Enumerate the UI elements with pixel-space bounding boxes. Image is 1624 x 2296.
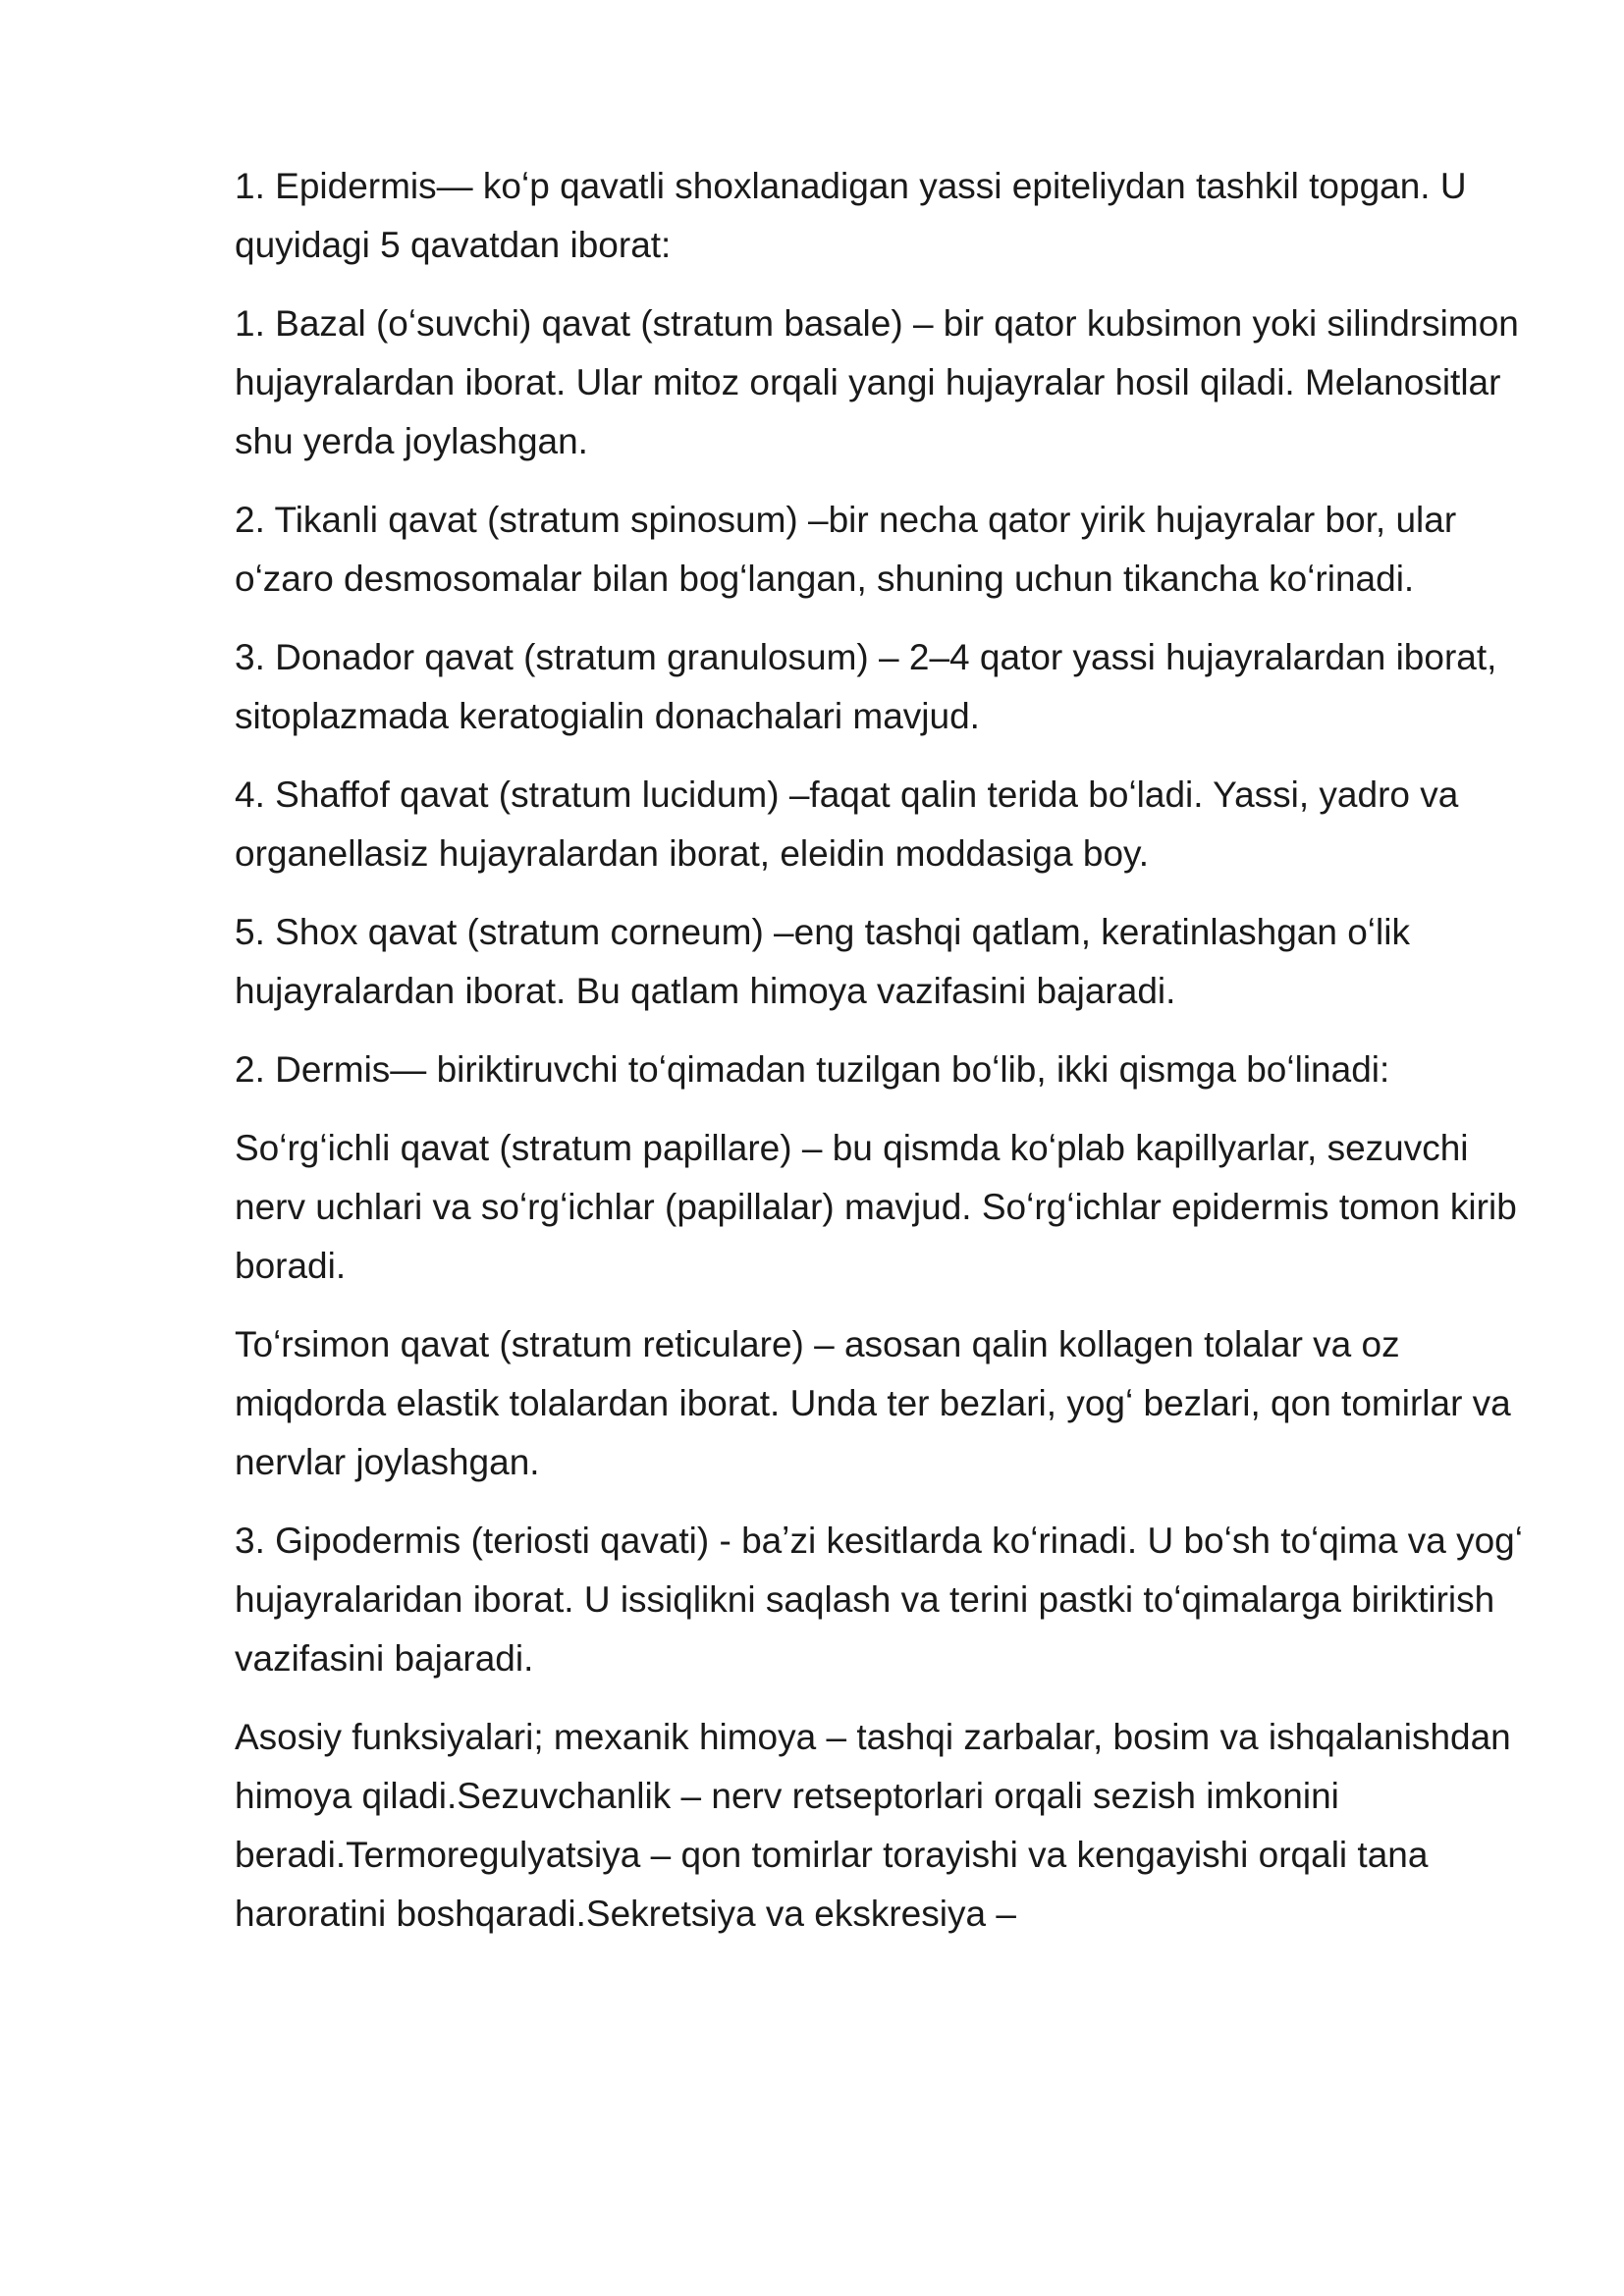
- paragraph-sorgichli-qavat: Soʻrgʻichli qavat (stratum papillare) – bu qismda koʻplab kapillyarlar, sezuvchi nerv uchlari va soʻrgʻichlar (papillalar) mavjud. Soʻrgʻichlar epidermis tomon kirib boradi.: [235, 1128, 1517, 1286]
- paragraph-donador-qavat: 3. Donador qavat (stratum granulosum) – 2–4 qator yassi hujayralardan iborat, sitoplazmada keratogialin donachalari mavjud.: [235, 637, 1497, 736]
- paragraph-asosiy-funksiyalari: Asosiy funksiyalari; mexanik himoya – tashqi zarbalar, bosim va ishqalanishdan himoya qiladi.Sezuvchanlik – nerv retseptorlari orqali sezish imkonini beradi.Termoregulyatsiya – qon tomirlar torayishi va kengayishi orqali tana haroratini boshqaradi.Sekretsiya va ekskresiya –: [235, 1717, 1511, 1934]
- paragraph-gipodermis: 3. Gipodermis (teriosti qavati) - baʼzi kesitlarda koʻrinadi. U boʻsh toʻqima va yogʻ hujayralaridan iborat. U issiqlikni saqlash va terini pastki toʻqimalarga biriktirish vazifasini bajaradi.: [235, 1521, 1523, 1679]
- paragraph-shaffof-qavat: 4. Shaffof qavat (stratum lucidum) –faqat qalin terida boʻladi. Yassi, yadro va organellasiz hujayralardan iborat, eleidin moddasiga boy.: [235, 774, 1459, 874]
- paragraph-dermis-intro: 2. Dermis— biriktiruvchi toʻqimadan tuzilgan boʻlib, ikki qismga boʻlinadi:: [235, 1049, 1390, 1090]
- paragraph-epidermis-intro: 1. Epidermis— koʻp qavatli shoxlanadigan yassi epiteliydan tashkil topgan. U quyidagi 5 qavatdan iborat:: [235, 166, 1467, 265]
- document-body: [235, 157, 1541, 1963]
- paragraph-tikanli-qavat: 2. Tikanli qavat (stratum spinosum) –bir necha qator yirik hujayralar bor, ular oʻzaro desmosomalar bilan bogʻlangan, shuning uchun tikancha koʻrinadi.: [235, 500, 1457, 599]
- paragraph-torsimon-qavat: Toʻrsimon qavat (stratum reticulare) – asosan qalin kollagen tolalar va oz miqdorda elastik tolalardan iborat. Unda ter bezlari, yogʻ bezlari, qon tomirlar va nervlar joylashgan.: [235, 1324, 1511, 1482]
- paragraph-shox-qavat: 5. Shox qavat (stratum corneum) –eng tashqi qatlam, keratinlashgan oʻlik hujayralardan iborat. Bu qatlam himoya vazifasini bajaradi.: [235, 912, 1410, 1011]
- paragraph-bazal-qavat: 1. Bazal (oʻsuvchi) qavat (stratum basale) – bir qator kubsimon yoki silindrsimon hujayralardan iborat. Ular mitoz orqali yangi hujayralar hosil qiladi. Melanositlar shu yerda joylashgan.: [235, 303, 1519, 461]
